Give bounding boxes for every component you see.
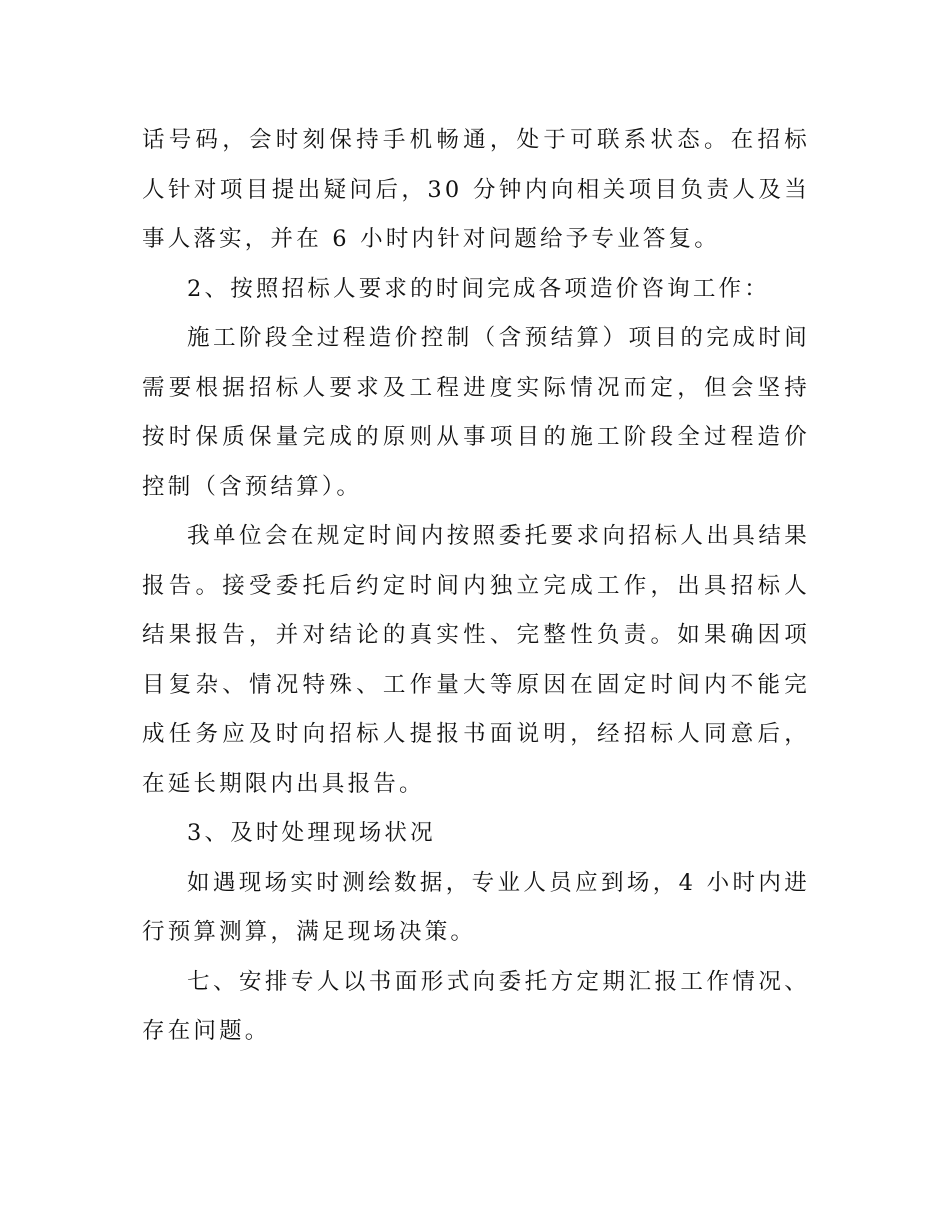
paragraph-heading-3: 3、及时处理现场状况 xyxy=(187,820,436,846)
paragraph-report-issuance: 我单位会在规定时间内按照委托要求向招标人出具结果报告。接受委托后约定时间内独立完成工作，出具招标人结果报告，并对结论的真实性、完整性负责。如果确因项目复杂、情况特殊、工作量大等原因在固定时间内不能完成任务应及时向招标人提报书面说明，经招标人同意后，在延长期限内出具报告。 xyxy=(142,523,810,797)
paragraph-construction-cost-control: 施工阶段全过程造价控制（含预结算）项目的完成时间需要根据招标人要求及工程进度实际情况而定，但会坚持按时保质保量完成的原则从事项目的施工阶段全过程造价控制（含预结算）。 xyxy=(142,325,810,500)
document-body xyxy=(142,116,810,1057)
paragraph-heading-7: 七、安排专人以书面形式向委托方定期汇报工作情况、存在问题。 xyxy=(142,968,810,1044)
paragraph-heading-2: 2、按照招标人要求的时间完成各项造价咨询工作： xyxy=(187,275,770,302)
paragraph-onsite-measurement: 如遇现场实时测绘数据，专业人员应到场，4 小时内进行预算测算，满足现场决策。 xyxy=(142,869,810,945)
paragraph-continuation: 话号码，会时刻保持手机畅通，处于可联系状态。在招标人针对项目提出疑问后，30 分钟内向相关项目负责人及当事人落实，并在 6 小时内针对问题给予专业答复。 xyxy=(142,127,810,252)
